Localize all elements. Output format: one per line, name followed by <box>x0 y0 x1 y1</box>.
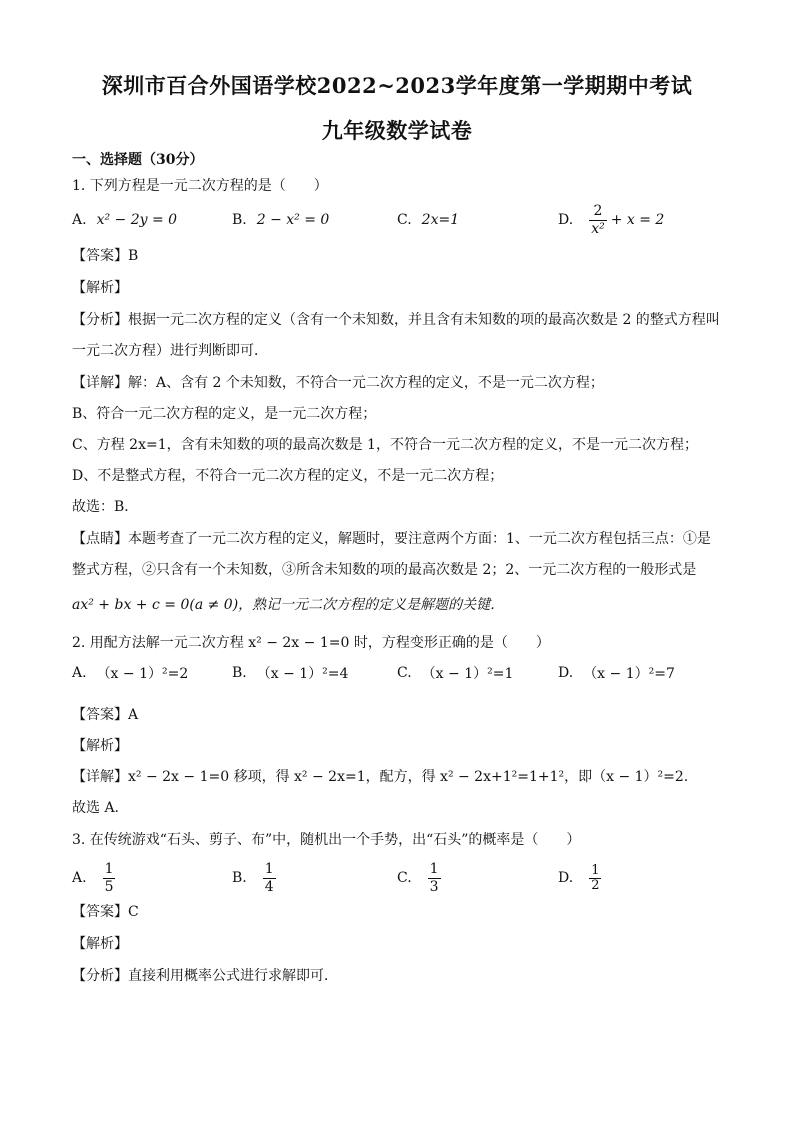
q1-option-d: D. $\frac{2}{\text{x²}}$ + x = 2 <box>558 202 665 237</box>
q3-stem: 3. 在传统游戏“石头、剪子、布”中，随机出一个手势，出“石头”的概率是（ ） <box>72 832 581 848</box>
q1-options <box>72 200 732 240</box>
q1-answer: 【答案】B <box>72 248 139 264</box>
q1-option-c: C. 2x=1 <box>397 212 460 228</box>
q2-option-b: B. （x − 1）²=4 <box>232 665 349 682</box>
q3-analysis-heading: 【解析】 <box>72 936 128 952</box>
q3-options <box>72 856 732 900</box>
q2-option-a: A. （x − 1）²=2 <box>72 665 189 682</box>
q2-analysis-heading: 【解析】 <box>72 738 128 754</box>
fraction: $\frac{1}{3}$ <box>429 860 439 895</box>
q1-line: 【分析】根据一元二次方程的定义（含有一个未知数，并且含有未知数的项的最高次数是 2 的整式方程叫 <box>72 312 720 328</box>
q1-line: B、符合一元二次方程的定义，是一元二次方程； <box>72 406 377 422</box>
q3-option-c: C. $\frac{1}{3}$ <box>397 860 439 895</box>
q1-line: 一元二次方程）进行判断即可． <box>72 343 268 359</box>
q1-line: 【详解】解：A、含有 2 个未知数，不符合一元二次方程的定义，不是一元二次方程； <box>72 375 604 391</box>
q1-line: C、方程 2x=1，含有未知数的项的最高次数是 1，不符合一元二次方程的定义，不是一元二次方程； <box>72 437 698 453</box>
fraction: $\frac{1}{2}$ <box>591 862 600 893</box>
q1-option-a: A. x² − 2y = 0 <box>72 212 178 228</box>
q1-stem: 1. 下列方程是一元二次方程的是（ ） <box>72 178 328 194</box>
q2-option-d: D. （x − 1）²=7 <box>558 665 675 682</box>
q1-line: 故选：B． <box>72 499 139 515</box>
q1-analysis-heading: 【解析】 <box>72 280 128 296</box>
q2-line: 故选 A. <box>72 800 120 816</box>
fraction: $\frac{1}{5}$ <box>104 860 114 895</box>
q3-option-d: D. $\frac{1}{2}$ <box>558 862 600 893</box>
q3-option-a: A. $\frac{1}{5}$ <box>72 860 114 895</box>
q3-line: 【分析】直接利用概率公式进行求解即可． <box>72 968 338 984</box>
q1-option-b: B. 2 − x² = 0 <box>232 212 330 228</box>
q2-line: 【详解】x² − 2x − 1=0 移项，得 x² − 2x=1，配方，得 x² − 2x+1²=1+1²，即（x − 1）²=2. <box>72 769 689 785</box>
q2-answer: 【答案】A <box>72 707 139 723</box>
exam-title: 深圳市百合外国语学校2022~2023学年度第一学期期中考试 <box>101 73 693 98</box>
exam-subtitle: 九年级数学试卷 <box>321 118 473 143</box>
fraction: $\frac{1}{4}$ <box>264 860 274 895</box>
q1-line: ax² + bx + c = 0(a ≠ 0)，熟记一元二次方程的定义是解题的关键． <box>72 597 505 613</box>
q3-answer: 【答案】C <box>72 904 139 920</box>
q2-option-c: C. （x − 1）²=1 <box>397 665 514 682</box>
q3-option-b: B. $\frac{1}{4}$ <box>232 860 274 895</box>
section-heading: 一、选择题（30分） <box>72 152 204 168</box>
q1-line: 整式方程，②只含有一个未知数，③所含未知数的项的最高次数是 2；2、一元二次方程的一般形式是 <box>72 562 697 578</box>
q1-line: 【点睛】本题考查了一元二次方程的定义，解题时，要注意两个方面：1、一元二次方程包括三点：①是 <box>72 531 711 547</box>
q2-stem: 2. 用配方法解一元二次方程 x² − 2x − 1=0 时，方程变形正确的是（ ） <box>72 635 550 651</box>
q1-line: D、不是整式方程，不符合一元二次方程的定义，不是一元二次方程； <box>72 468 504 484</box>
q2-options <box>72 653 732 693</box>
fraction: $\frac{2}{\text{x²}}$ <box>591 202 605 237</box>
